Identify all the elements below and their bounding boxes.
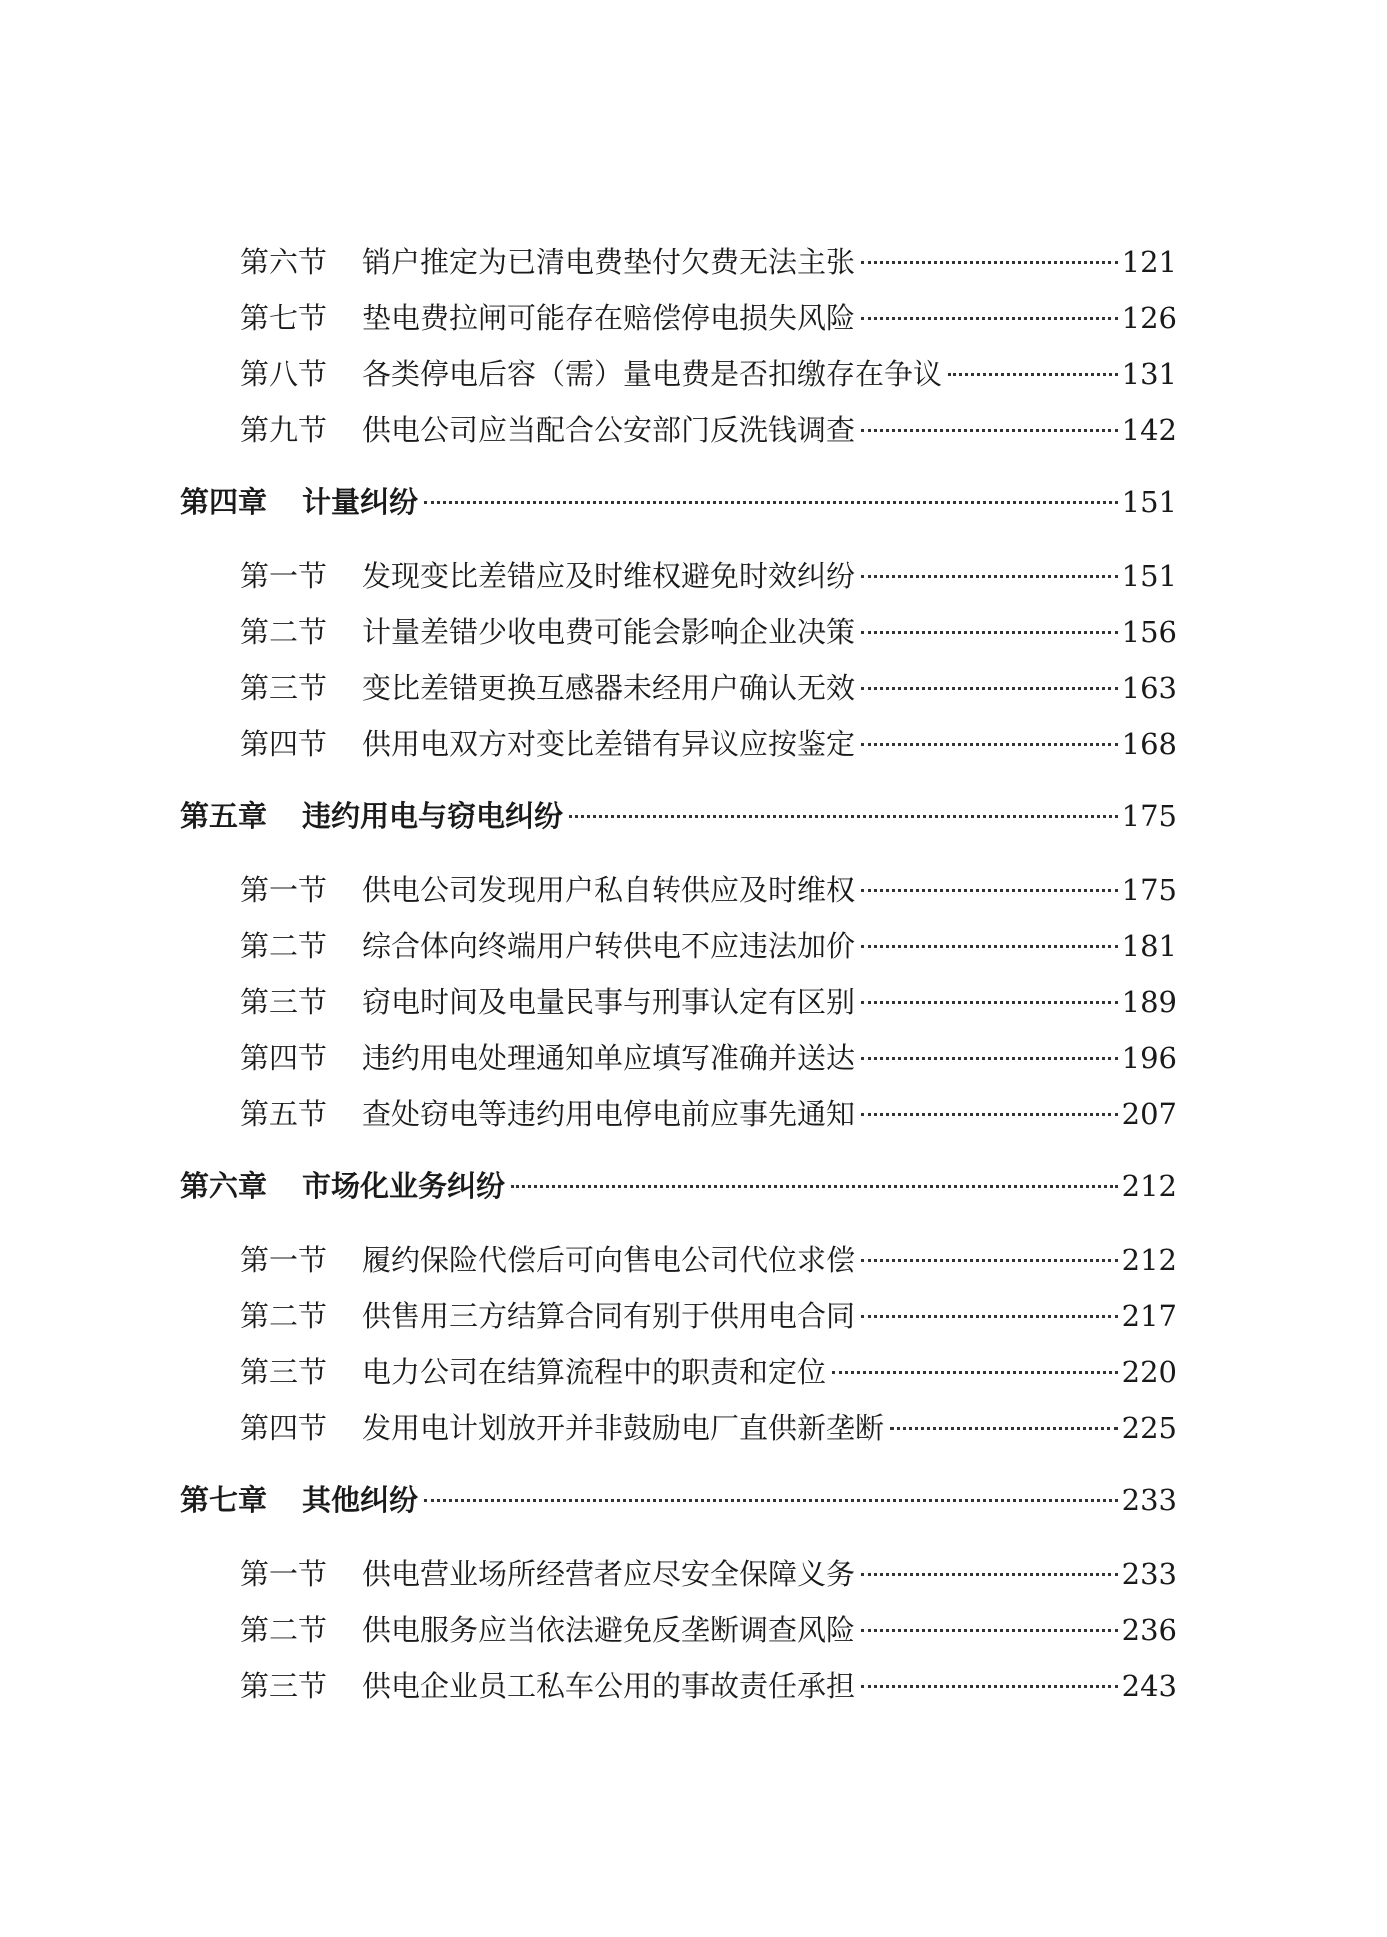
- toc-entry-section[interactable]: [240, 356, 1177, 392]
- section-number: 第一节: [240, 559, 328, 593]
- section-title: 违约用电处理通知单应填写准确并送达: [362, 1041, 856, 1075]
- page-number: 151: [1121, 485, 1177, 519]
- toc-entry-section[interactable]: [240, 558, 1177, 594]
- dot-leader: [832, 1371, 1118, 1374]
- page-number: 225: [1121, 1411, 1177, 1445]
- section-title: 供电服务应当依法避免反垄断调查风险: [362, 1613, 856, 1647]
- toc-entry-section[interactable]: [240, 300, 1177, 336]
- chapter-title: 违约用电与窃电纠纷: [302, 799, 564, 833]
- toc-entry-section[interactable]: [240, 1096, 1177, 1132]
- page-number: 212: [1121, 1169, 1177, 1203]
- page-number: 233: [1121, 1557, 1177, 1591]
- page-number: 175: [1121, 799, 1177, 833]
- section-number: 第一节: [240, 1243, 328, 1277]
- dot-leader: [861, 1259, 1118, 1262]
- toc-entry-section[interactable]: [240, 1668, 1177, 1704]
- section-title: 计量差错少收电费可能会影响企业决策: [362, 615, 856, 649]
- dot-leader: [861, 687, 1118, 690]
- page-number: 233: [1121, 1483, 1177, 1517]
- dot-leader: [861, 1573, 1118, 1576]
- toc-entry-chapter[interactable]: [180, 798, 1177, 834]
- toc-entry-section[interactable]: [240, 1354, 1177, 1390]
- page-number: 163: [1121, 671, 1177, 705]
- section-number: 第四节: [240, 1041, 328, 1075]
- toc-entry-chapter[interactable]: [180, 1482, 1177, 1518]
- page-number: 175: [1121, 873, 1177, 907]
- page-number: 217: [1121, 1299, 1177, 1333]
- toc-entry-section[interactable]: [240, 670, 1177, 706]
- section-number: 第四节: [240, 727, 328, 761]
- dot-leader: [861, 1057, 1118, 1060]
- toc-entry-section[interactable]: [240, 614, 1177, 650]
- toc-entry-section[interactable]: [240, 984, 1177, 1020]
- toc-entry-chapter[interactable]: [180, 1168, 1177, 1204]
- chapter-title: 市场化业务纠纷: [302, 1169, 506, 1203]
- page-number: 220: [1121, 1355, 1177, 1389]
- toc-entry-section[interactable]: [240, 1040, 1177, 1076]
- section-title: 综合体向终端用户转供电不应违法加价: [362, 929, 856, 963]
- toc-entry-section[interactable]: [240, 872, 1177, 908]
- dot-leader: [861, 743, 1118, 746]
- toc-entry-section[interactable]: [240, 412, 1177, 448]
- chapter-number: 第四章: [180, 485, 268, 519]
- dot-leader: [569, 815, 1118, 818]
- toc-entry-section[interactable]: [240, 244, 1177, 280]
- dot-leader: [861, 945, 1118, 948]
- dot-leader: [424, 1499, 1118, 1502]
- section-title: 各类停电后容（需）量电费是否扣缴存在争议: [362, 357, 943, 391]
- page-number: 156: [1121, 615, 1177, 649]
- dot-leader: [861, 1001, 1118, 1004]
- dot-leader: [861, 1315, 1118, 1318]
- section-title: 供电营业场所经营者应尽安全保障义务: [362, 1557, 856, 1591]
- section-number: 第二节: [240, 1299, 328, 1333]
- page-number: 126: [1121, 301, 1177, 335]
- section-title: 履约保险代偿后可向售电公司代位求偿: [362, 1243, 856, 1277]
- toc-entry-section[interactable]: [240, 1612, 1177, 1648]
- toc-entry-section[interactable]: [240, 1242, 1177, 1278]
- section-number: 第六节: [240, 245, 328, 279]
- section-number: 第一节: [240, 1557, 328, 1591]
- dot-leader: [861, 1629, 1118, 1632]
- page-number: 212: [1121, 1243, 1177, 1277]
- section-number: 第三节: [240, 671, 328, 705]
- dot-leader: [861, 261, 1118, 264]
- dot-leader: [861, 631, 1118, 634]
- section-title: 供电公司应当配合公安部门反洗钱调查: [362, 413, 856, 447]
- page-number: 236: [1121, 1613, 1177, 1647]
- page-number: 189: [1121, 985, 1177, 1019]
- dot-leader: [511, 1185, 1118, 1188]
- chapter-number: 第五章: [180, 799, 268, 833]
- page-number: 142: [1121, 413, 1177, 447]
- section-number: 第三节: [240, 1355, 328, 1389]
- section-title: 变比差错更换互感器未经用户确认无效: [362, 671, 856, 705]
- toc-entry-section[interactable]: [240, 1556, 1177, 1592]
- section-number: 第四节: [240, 1411, 328, 1445]
- chapter-number: 第七章: [180, 1483, 268, 1517]
- dot-leader: [861, 889, 1118, 892]
- section-number: 第二节: [240, 1613, 328, 1647]
- toc-entry-section[interactable]: [240, 1298, 1177, 1334]
- section-title: 供用电双方对变比差错有异议应按鉴定: [362, 727, 856, 761]
- section-title: 查处窃电等违约用电停电前应事先通知: [362, 1097, 856, 1131]
- page-number: 181: [1121, 929, 1177, 963]
- page-number: 243: [1121, 1669, 1177, 1703]
- section-title: 销户推定为已清电费垫付欠费无法主张: [362, 245, 856, 279]
- dot-leader: [424, 501, 1118, 504]
- chapter-title: 计量纠纷: [302, 485, 419, 519]
- section-number: 第二节: [240, 929, 328, 963]
- section-title: 窃电时间及电量民事与刑事认定有区别: [362, 985, 856, 1019]
- page-number: 121: [1121, 245, 1177, 279]
- dot-leader: [861, 317, 1118, 320]
- section-title: 供电企业员工私车公用的事故责任承担: [362, 1669, 856, 1703]
- toc-entry-section[interactable]: [240, 726, 1177, 762]
- dot-leader: [861, 1113, 1118, 1116]
- section-number: 第二节: [240, 615, 328, 649]
- section-title: 电力公司在结算流程中的职责和定位: [362, 1355, 827, 1389]
- section-number: 第三节: [240, 1669, 328, 1703]
- section-title: 发用电计划放开并非鼓励电厂直供新垄断: [362, 1411, 885, 1445]
- dot-leader: [948, 373, 1118, 376]
- toc-entry-section[interactable]: [240, 928, 1177, 964]
- toc-entry-section[interactable]: [240, 1410, 1177, 1446]
- section-title: 垫电费拉闸可能存在赔偿停电损失风险: [362, 301, 856, 335]
- section-number: 第九节: [240, 413, 328, 447]
- section-number: 第八节: [240, 357, 328, 391]
- page-number: 207: [1121, 1097, 1177, 1131]
- page-number: 196: [1121, 1041, 1177, 1075]
- dot-leader: [861, 575, 1118, 578]
- section-title: 发现变比差错应及时维权避免时效纠纷: [362, 559, 856, 593]
- section-number: 第三节: [240, 985, 328, 1019]
- dot-leader: [861, 1685, 1118, 1688]
- page-number: 131: [1121, 357, 1177, 391]
- section-number: 第一节: [240, 873, 328, 907]
- section-number: 第七节: [240, 301, 328, 335]
- chapter-number: 第六章: [180, 1169, 268, 1203]
- section-number: 第五节: [240, 1097, 328, 1131]
- section-title: 供电公司发现用户私自转供应及时维权: [362, 873, 856, 907]
- chapter-title: 其他纠纷: [302, 1483, 419, 1517]
- dot-leader: [861, 429, 1118, 432]
- page-number: 168: [1121, 727, 1177, 761]
- section-title: 供售用三方结算合同有别于供用电合同: [362, 1299, 856, 1333]
- toc-entry-chapter[interactable]: [180, 484, 1177, 520]
- dot-leader: [890, 1427, 1118, 1430]
- page-number: 151: [1121, 559, 1177, 593]
